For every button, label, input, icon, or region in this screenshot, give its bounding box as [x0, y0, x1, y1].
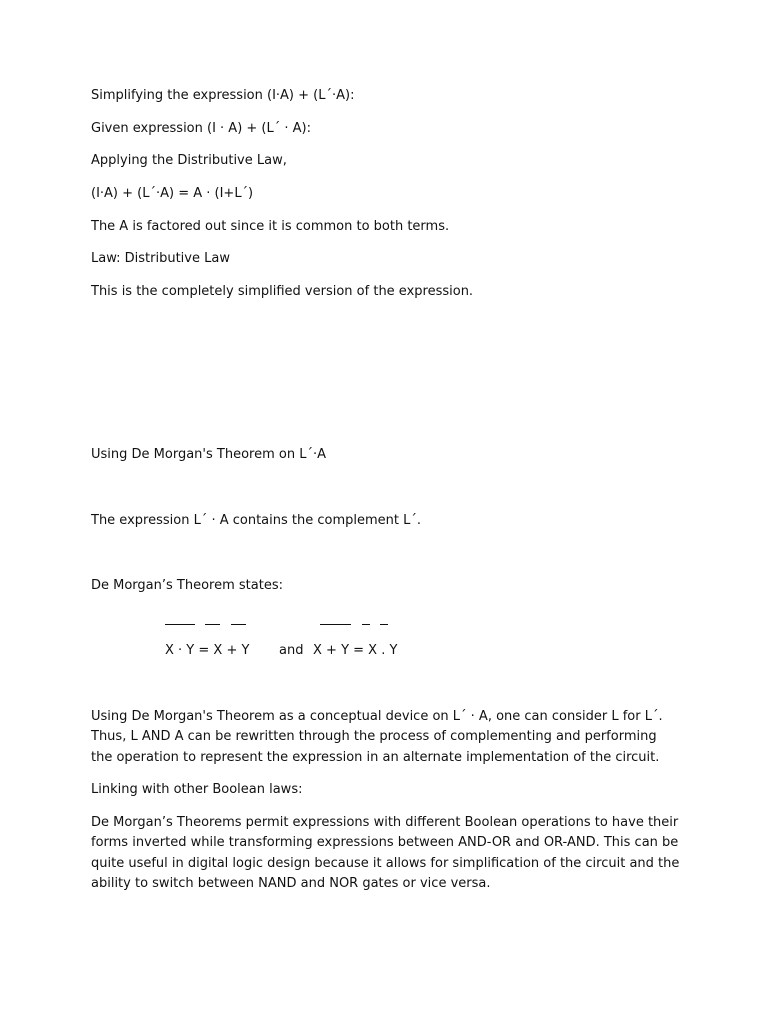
line-law: Law: Distributive Law — [91, 251, 230, 266]
overbar-y — [231, 624, 246, 625]
overbar-x — [205, 624, 220, 625]
overbar-x-plus-y — [320, 624, 351, 625]
heading-de-morgan: Using De Morgan's Theorem on L´·A — [91, 447, 326, 462]
line-factored-equation: (I·A) + (L´·A) = A · (I+L´) — [91, 186, 254, 201]
overbar-x2 — [362, 624, 370, 625]
line-simplifying: Simplifying the expression (I·A) + (L´·A): — [91, 88, 355, 103]
line-applying-law: Applying the Distributive Law, — [91, 153, 287, 168]
paragraph-de-morgan-uses: De Morgan’s Theorems permit expressions with different Boolean operations to have their forms inverted while transforming expressions between AND-OR and OR-AND. This can be quite useful in digital logic design because it allows for simplification of the circuit and the ability to switch between NAND and NOR gates or vice versa. — [91, 815, 680, 891]
overbar-y2 — [380, 624, 388, 625]
line-simplified-version: This is the completely simplified version of the expression. — [91, 284, 474, 299]
paragraph-conceptual-device: Using De Morgan's Theorem as a conceptual device on L´ · A, one can consider L for L´. Thus, L AND A can be rewritten through the process of complementing and performing the operation to represent the expression in an alternate implementation of the circuit. — [91, 709, 663, 765]
equation-de-morgan-2: X + Y = X . Y — [313, 643, 398, 658]
overbar-xy — [165, 624, 195, 625]
line-factored-explanation: The A is factored out since it is common to both terms. — [91, 219, 450, 234]
line-theorem-states: De Morgan’s Theorem states: — [91, 578, 283, 593]
line-given-expression: Given expression (I · A) + (L´ · A): — [91, 121, 311, 136]
equation-and: and — [279, 643, 304, 658]
line-complement: The expression L´ · A contains the complement L´. — [91, 513, 421, 528]
line-linking-laws: Linking with other Boolean laws: — [91, 782, 303, 797]
equation-de-morgan-1: X · Y = X + Y — [165, 643, 250, 658]
